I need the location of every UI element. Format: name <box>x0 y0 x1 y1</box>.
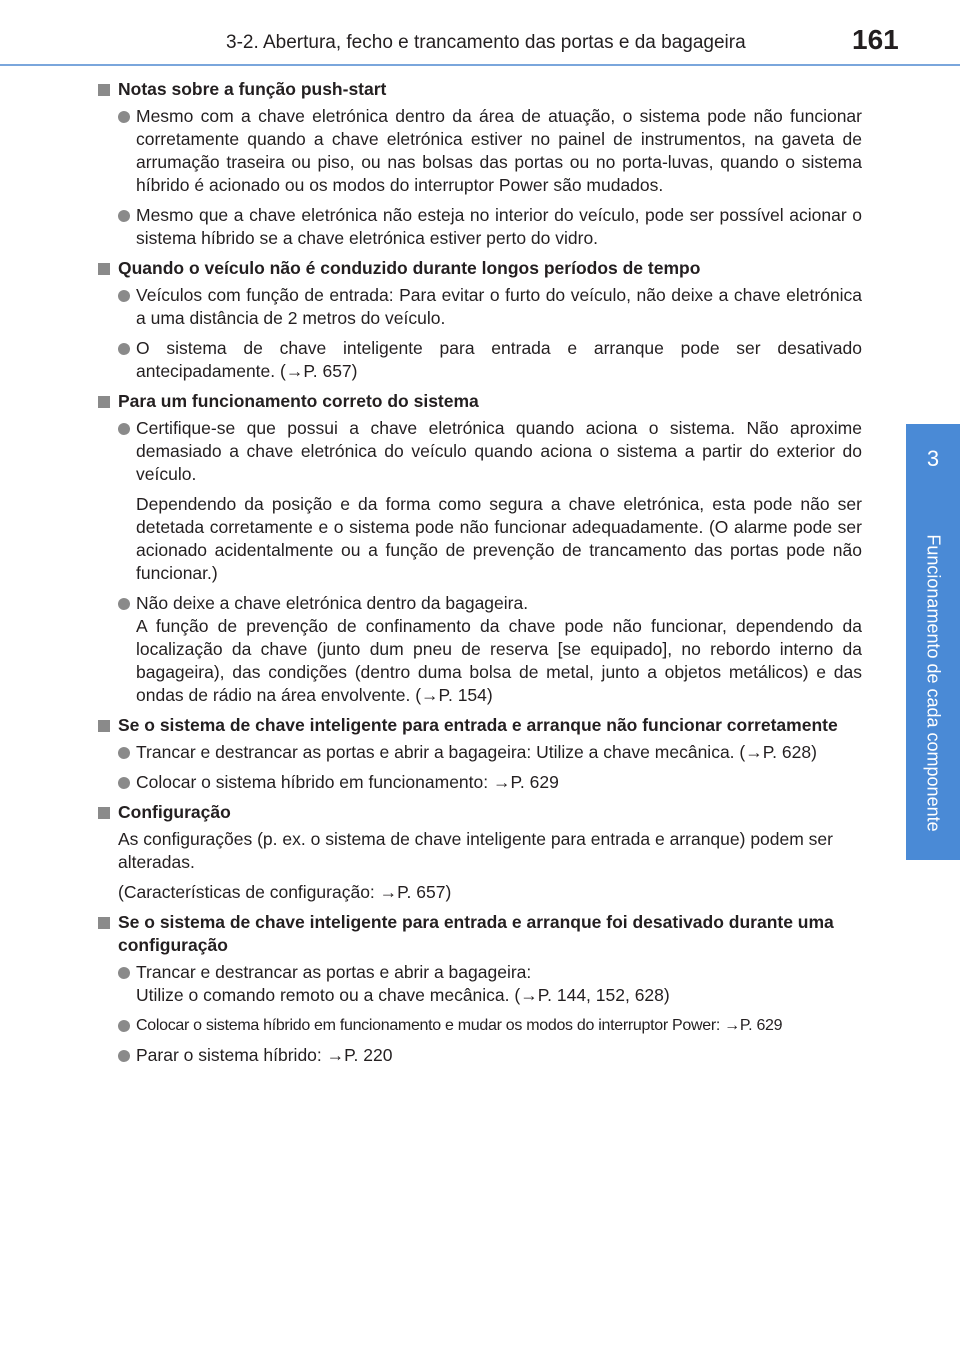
section-heading: Quando o veículo não é conduzido durante longos períodos de tempo <box>98 257 862 280</box>
section-heading: Notas sobre a função push-start <box>98 78 862 101</box>
list-item: Trancar e destrancar as portas e abrir a bagageira: Utilize o comando remoto ou a chave mecânica. (→P. 144, 152, 628) <box>98 961 862 1007</box>
chapter-number: 3 <box>926 446 940 471</box>
chapter-label: Funcionamento de cada componente <box>923 534 944 832</box>
section-heading: Configuração <box>98 801 862 824</box>
header-title: 3-2. Abertura, fecho e trancamento das portas e da bagageira <box>226 32 746 53</box>
square-bullet-icon <box>98 396 110 408</box>
circle-bullet-icon <box>118 111 130 123</box>
section-heading: Para um funcionamento correto do sistema <box>98 390 862 413</box>
page-content <box>98 78 862 1074</box>
list-item: Certifique-se que possui a chave eletrónica quando aciona o sistema. Não aproxime demasiado a chave eletrónica do veículo quando aciona o sistema a partir do exterior do veículo. <box>98 417 862 486</box>
list-item: Não deixe a chave eletrónica dentro da bagageira. A função de prevenção de confinamento da chave pode não funcionar, dependendo da localização da chave (junto dum pneu de reserva [se equipado], no rebordo interno da bagageira), das condições (dentro duma bolsa de metal, junto a objetos metálicos) e das ondas de rádio na área envolvente. (→P. 154) <box>98 592 862 707</box>
circle-bullet-icon <box>118 777 130 789</box>
list-item: Parar o sistema híbrido: →P. 220 <box>98 1044 862 1067</box>
paragraph: (Características de configuração: →P. 657) <box>118 882 452 902</box>
list-item: Veículos com função de entrada: Para evitar o furto do veículo, não deixe a chave eletrónica a uma distância de 2 metros do veículo. <box>98 284 862 330</box>
list-item: O sistema de chave inteligente para entrada e arranque pode ser desativado antecipadamente. (→P. 657) <box>98 337 862 383</box>
square-bullet-icon <box>98 84 110 96</box>
section-heading: Se o sistema de chave inteligente para entrada e arranque foi desativado durante uma configuração <box>98 911 862 957</box>
list-item: Mesmo que a chave eletrónica não esteja no interior do veículo, pode ser possível acionar o sistema híbrido se a chave eletrónica estiver perto do vidro. <box>98 204 862 250</box>
list-item: Colocar o sistema híbrido em funcionamento: →P. 629 <box>98 771 862 794</box>
list-item: Mesmo com a chave eletrónica dentro da área de atuação, o sistema pode não funcionar corretamente quando a chave eletrónica estiver no painel de instrumentos, na gaveta de arrumação traseira ou piso, ou nas bolsas das portas ou no porta-luvas, quando o sistema híbrido é acionado ou os modos do interruptor Power são mudados. <box>98 105 862 197</box>
square-bullet-icon <box>98 720 110 732</box>
list-item: Colocar o sistema híbrido em funcionamento e mudar os modos do interruptor Power: →P. 629 <box>98 1014 862 1037</box>
circle-bullet-icon <box>118 1020 130 1032</box>
square-bullet-icon <box>98 807 110 819</box>
paragraph: Dependendo da posição e da forma como segura a chave eletrónica, esta pode não ser detetada corretamente e o sistema pode não funcionar adequadamente. (O alarme pode ser acionado acidentalmente ou a função de prevenção de trancamento das portas pode não funcionar.) <box>136 494 862 583</box>
page-number: 161 <box>852 24 899 55</box>
circle-bullet-icon <box>118 423 130 435</box>
circle-bullet-icon <box>118 343 130 355</box>
circle-bullet-icon <box>118 290 130 302</box>
header-divider <box>0 64 960 66</box>
circle-bullet-icon <box>118 598 130 610</box>
paragraph: As configurações (p. ex. o sistema de chave inteligente para entrada e arranque) podem ser alteradas. <box>118 829 833 872</box>
circle-bullet-icon <box>118 1050 130 1062</box>
circle-bullet-icon <box>118 967 130 979</box>
circle-bullet-icon <box>118 210 130 222</box>
list-item: Trancar e destrancar as portas e abrir a bagageira: Utilize a chave mecânica. (→P. 628) <box>98 741 862 764</box>
square-bullet-icon <box>98 917 110 929</box>
square-bullet-icon <box>98 263 110 275</box>
circle-bullet-icon <box>118 747 130 759</box>
section-heading: Se o sistema de chave inteligente para entrada e arranque não funcionar corretamente <box>98 714 862 737</box>
